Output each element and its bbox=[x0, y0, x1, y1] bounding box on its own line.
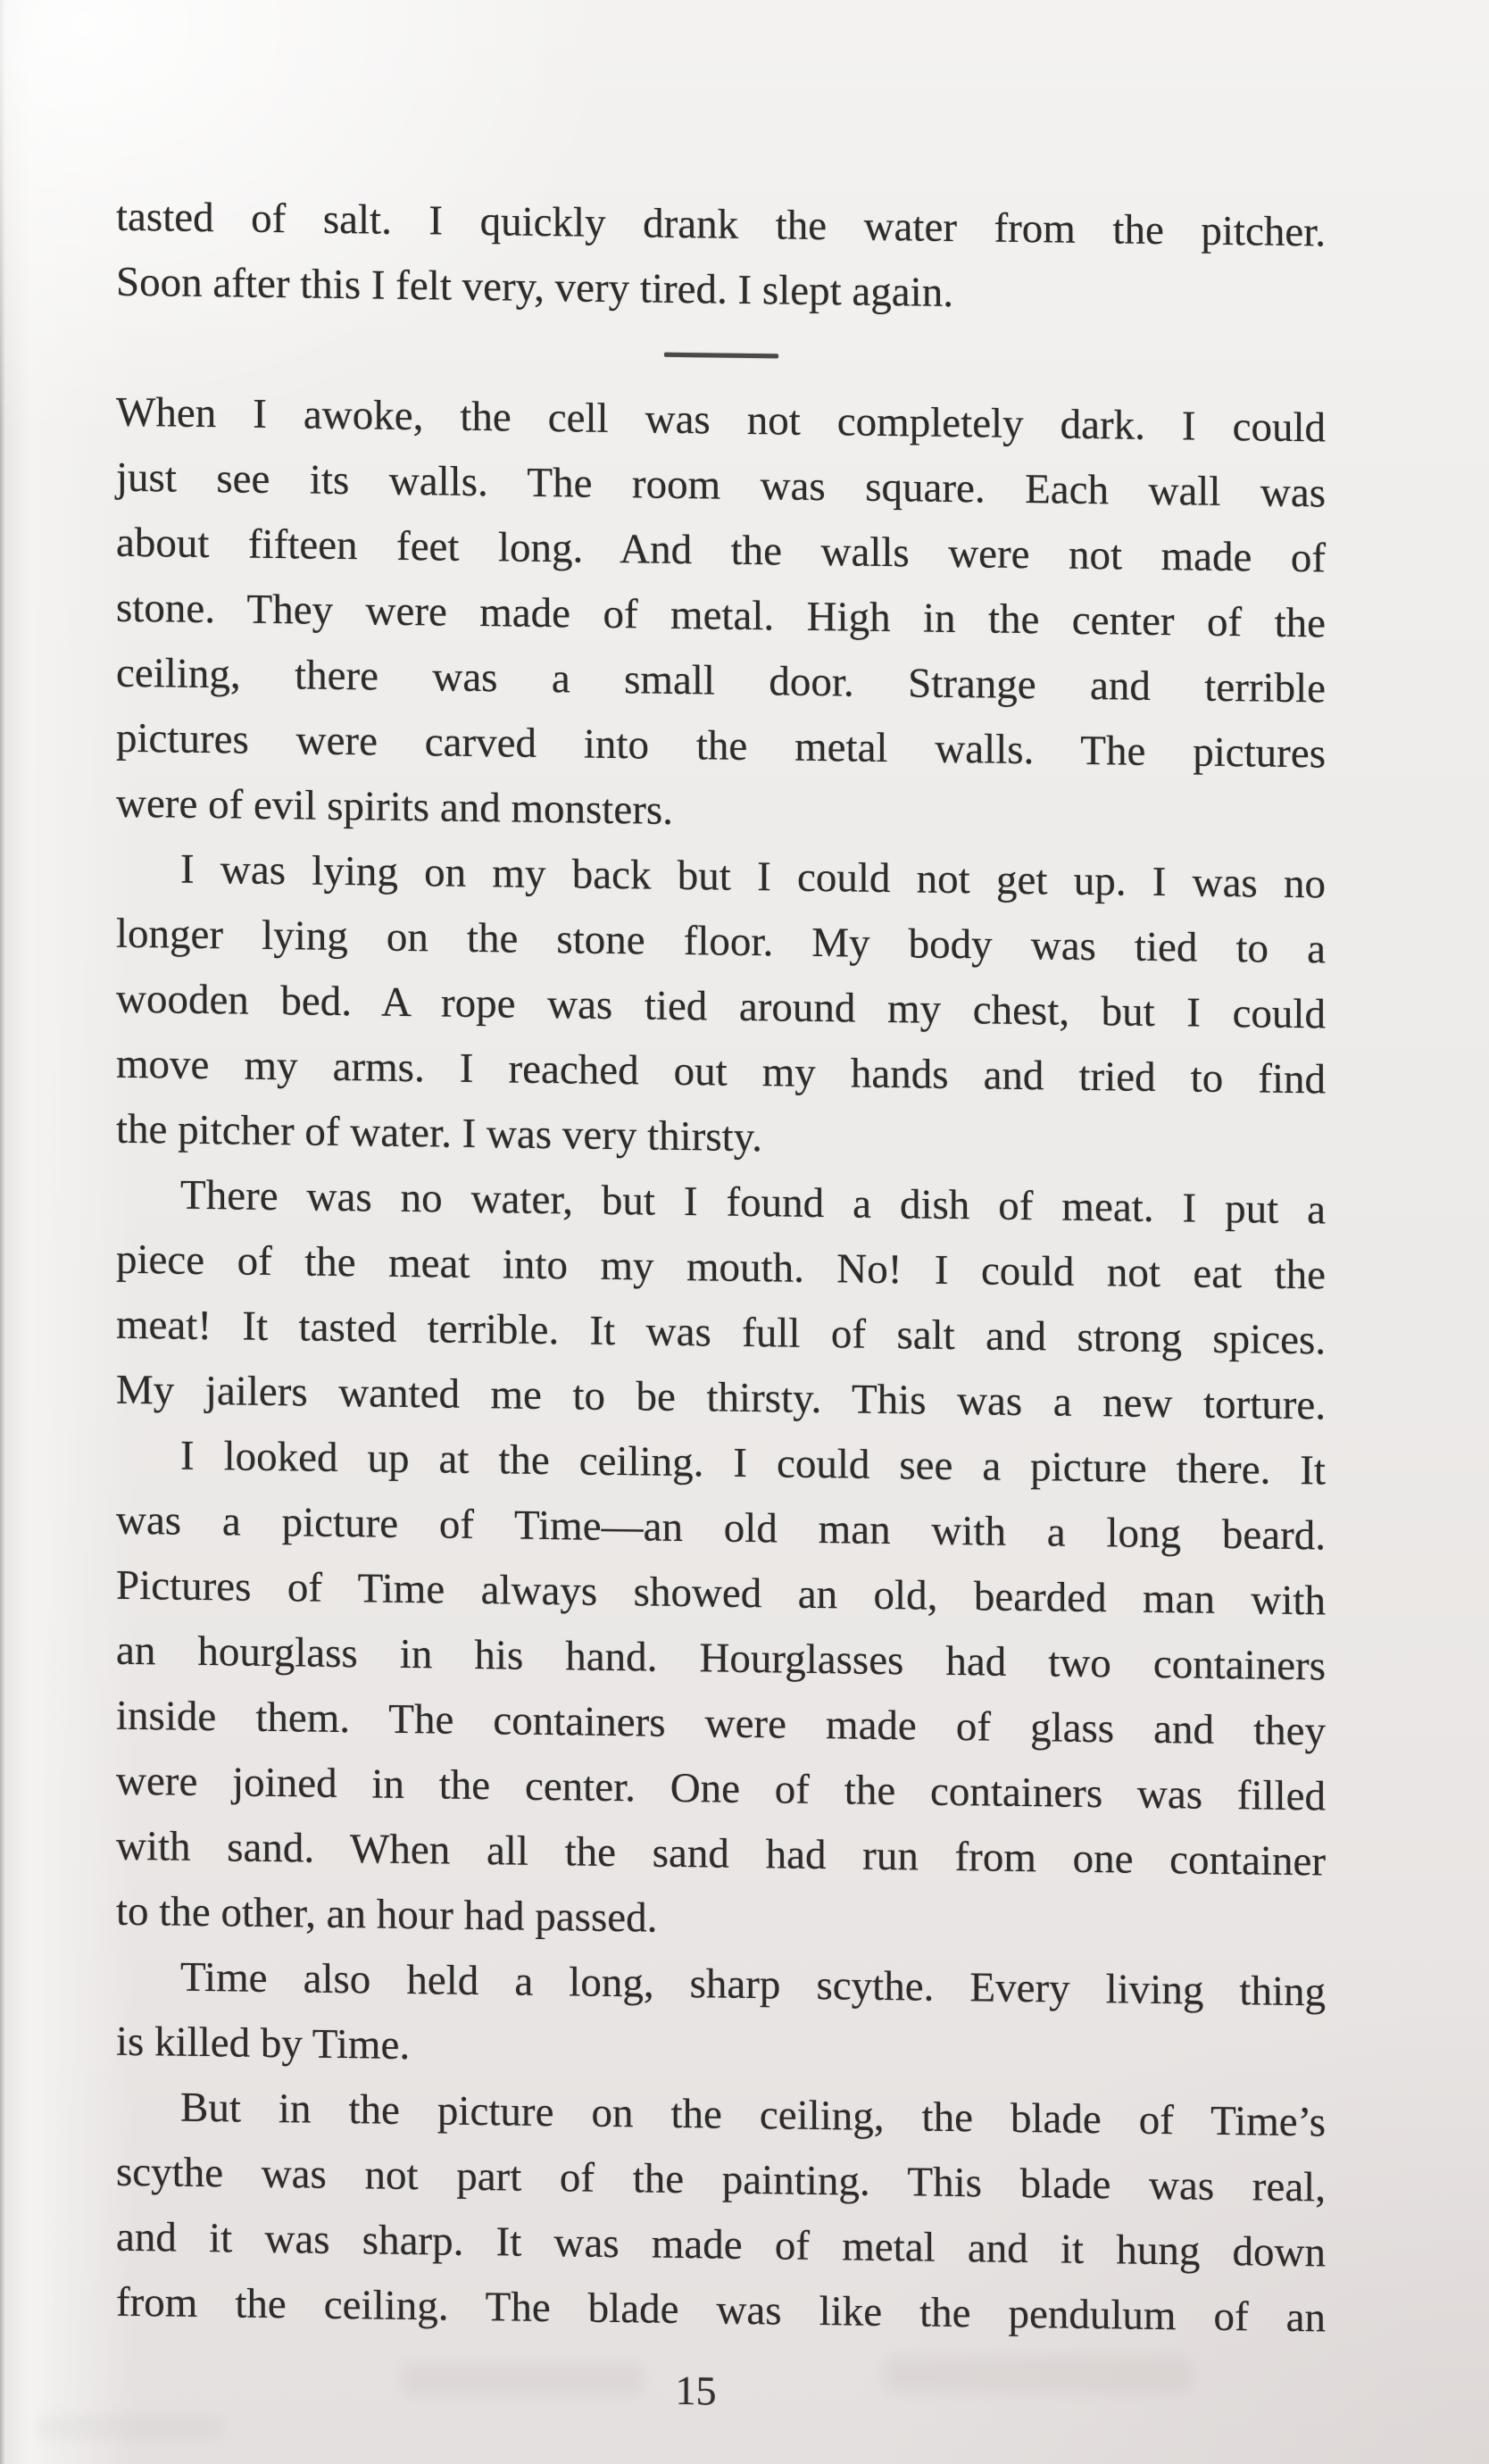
text-line: ceiling, there was a small door. Strange and terrible bbox=[116, 649, 1326, 712]
text-line: I looked up at the ceiling. I could see a picture there. It bbox=[180, 1432, 1326, 1494]
text-line: stone. They were made of metal. High in the center of the bbox=[116, 584, 1326, 647]
paragraph bbox=[116, 2075, 1326, 2352]
text-line: with sand. When all the sand had run from one container bbox=[116, 1822, 1326, 1885]
show-through-smudge bbox=[402, 2364, 643, 2396]
text-line: were joined in the center. One of the containers was filled bbox=[116, 1757, 1326, 1820]
paragraph bbox=[116, 1162, 1326, 1439]
text-line: was a picture of Time—an old man with a long beard. bbox=[116, 1496, 1326, 1560]
text-line: meat! It tasted terrible. It was full of salt and strong spices. bbox=[116, 1301, 1326, 1364]
text-line: Time also held a long, sharp scythe. Every living thing bbox=[180, 1953, 1326, 2016]
paragraph bbox=[116, 837, 1326, 1178]
text-line: wooden bed. A rope was tied around my chest, but I could bbox=[116, 975, 1326, 1038]
text-line: an hourglass in his hand. Hourglasses had two containers bbox=[116, 1627, 1326, 1690]
page-number: 15 bbox=[675, 2367, 717, 2414]
text-line: the pitcher of water. I was very thirsty. bbox=[116, 1105, 762, 1161]
text-line: Pictures of Time always showed an old, bearded man with bbox=[116, 1561, 1326, 1625]
text-line: tasted of salt. I quickly drank the water from the pitcher. bbox=[116, 193, 1326, 256]
text-line: Soon after this I felt very, very tired. I slept again. bbox=[116, 258, 953, 316]
paragraph bbox=[116, 1423, 1326, 1960]
text-line: longer lying on the stone floor. My body was tied to a bbox=[116, 910, 1326, 973]
text-line: pictures were carved into the metal walls. The pictures bbox=[116, 714, 1326, 778]
paragraph bbox=[116, 185, 1326, 331]
text-line: to the other, an hour had passed. bbox=[116, 1887, 658, 1942]
text-line: inside them. The containers were made of glass and they bbox=[116, 1692, 1326, 1755]
text-line: move my arms. I reached out my hands and tried to find bbox=[116, 1040, 1326, 1103]
text-line: My jailers wanted me to be thirsty. This was a new torture. bbox=[116, 1366, 1326, 1429]
show-through-smudge bbox=[36, 2416, 223, 2439]
text-line: about fifteen feet long. And the walls were not made of bbox=[116, 519, 1326, 582]
show-through-smudge bbox=[884, 2357, 1192, 2393]
text-line: from the ceiling. The blade was like the pendulum of an bbox=[116, 2278, 1326, 2342]
text-line: There was no water, but I found a dish of meat. I put a bbox=[180, 1171, 1326, 1234]
divider-rule bbox=[664, 353, 778, 359]
text-line: were of evil spirits and monsters. bbox=[116, 779, 673, 834]
paragraph bbox=[116, 1944, 1326, 2091]
text-line: just see its walls. The room was square. Each wall was bbox=[116, 454, 1326, 517]
text-line: scythe was not part of the painting. This blade was real, bbox=[116, 2148, 1326, 2211]
text-line: is killed by Time. bbox=[116, 2018, 411, 2069]
text-line: piece of the meat into my mouth. No! I could not eat the bbox=[116, 1236, 1326, 1299]
text-line: But in the picture on the ceiling, the blade of Time’s bbox=[180, 2084, 1326, 2146]
text-line: and it was sharp. It was made of metal and it hung down bbox=[116, 2213, 1326, 2277]
text-line: When I awoke, the cell was not completely dark. I could bbox=[116, 388, 1326, 452]
paragraph bbox=[116, 380, 1326, 853]
text-line: I was lying on my back but I could not get up. I was no bbox=[180, 845, 1326, 908]
